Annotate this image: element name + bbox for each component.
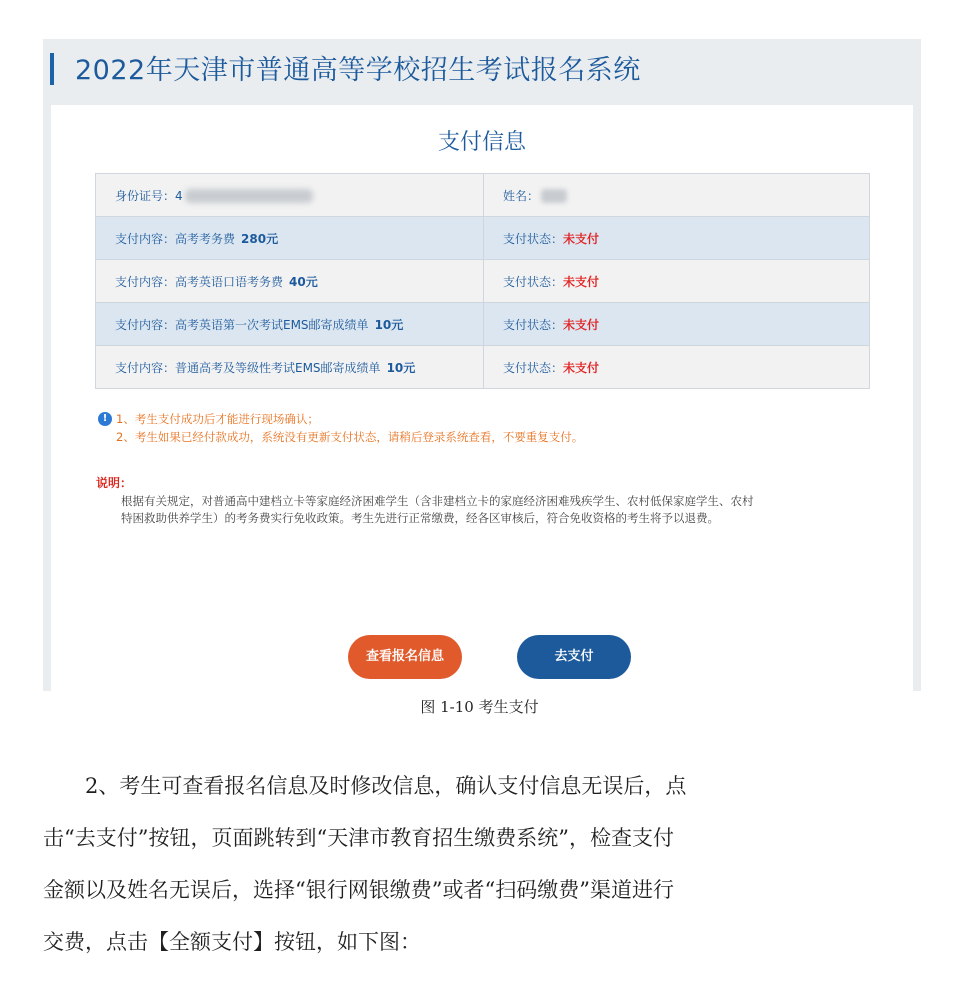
amount: 10元: [374, 317, 404, 332]
amount: 280元: [241, 231, 279, 246]
notes-body: [121, 493, 881, 527]
view-registration-button[interactable]: 查看报名信息: [348, 635, 462, 679]
status-label: 支付状态：: [503, 231, 564, 246]
name-cell: [484, 174, 870, 217]
content-label: 支付内容：高考英语第一次考试EMS邮寄成绩单: [115, 317, 369, 332]
payment-table: [95, 173, 870, 389]
go-pay-button[interactable]: 去支付: [517, 635, 631, 679]
system-title: 2022年天津市普通高等学校招生考试报名系统: [75, 55, 641, 86]
name-redacted: [541, 189, 567, 203]
header-accent-bar: [50, 53, 54, 85]
notes-line: 特困救助供养学生）的考务费实行免收政策。考生先进行正常缴费，经各区审核后，符合免收资格的考生将予以退费。: [121, 511, 719, 525]
figure-caption: 图 1-10 考生支付: [420, 698, 539, 716]
embedded-screenshot: [43, 39, 921, 691]
amount: 40元: [289, 274, 318, 289]
status-badge: 未支付: [563, 274, 600, 289]
status-badge: 未支付: [563, 231, 600, 246]
id-label: 身份证号：4: [115, 188, 183, 203]
system-header: [43, 39, 921, 101]
notes-label: 说明：: [96, 476, 133, 490]
status-label: 支付状态：: [503, 317, 564, 332]
paragraph-line: 2、考生可查看报名信息及时修改信息，确认支付信息无误后，点: [85, 774, 687, 798]
amount: 10元: [386, 360, 416, 375]
paragraph-line: 交费，点击【全额支付】按钮，如下图：: [43, 930, 421, 954]
content-label: 支付内容：高考考务费: [115, 231, 236, 246]
panel-title: 支付信息: [437, 130, 526, 155]
id-cell: [96, 174, 484, 217]
notes-line: 根据有关规定，对普通高中建档立卡等家庭经济困难学生（含非建档立卡的家庭经济困难残疾学生、农村低保家庭学生、农村: [121, 494, 754, 508]
name-label: 姓名：: [503, 188, 540, 203]
status-badge: 未支付: [563, 360, 600, 375]
notice-line: 1、考生支付成功后才能进行现场确认；: [116, 412, 319, 426]
table-row: [96, 174, 870, 217]
status-label: 支付状态：: [503, 360, 564, 375]
table-row: [96, 217, 870, 260]
payment-panel: [51, 105, 913, 691]
notice-line: 2、考生如果已经付款成功，系统没有更新支付状态，请稍后登录系统查看，不要重复支付。: [116, 430, 584, 444]
status-badge: 未支付: [563, 317, 600, 332]
payment-notice: [98, 410, 583, 446]
status-label: 支付状态：: [503, 274, 564, 289]
id-redacted: [185, 189, 313, 203]
document-paragraph: [43, 760, 903, 968]
content-label: 支付内容：普通高考及等级性考试EMS邮寄成绩单: [115, 360, 381, 375]
content-label: 支付内容：高考英语口语考务费: [115, 274, 284, 289]
table-row: [96, 303, 870, 346]
info-icon: !: [98, 412, 112, 426]
table-row: [96, 260, 870, 303]
paragraph-line: 金额以及姓名无误后，选择“银行网银缴费”或者“扫码缴费”渠道进行: [43, 878, 674, 902]
table-row: [96, 346, 870, 389]
paragraph-line: 击“去支付”按钮，页面跳转到“天津市教育招生缴费系统”，检查支付: [43, 826, 674, 850]
